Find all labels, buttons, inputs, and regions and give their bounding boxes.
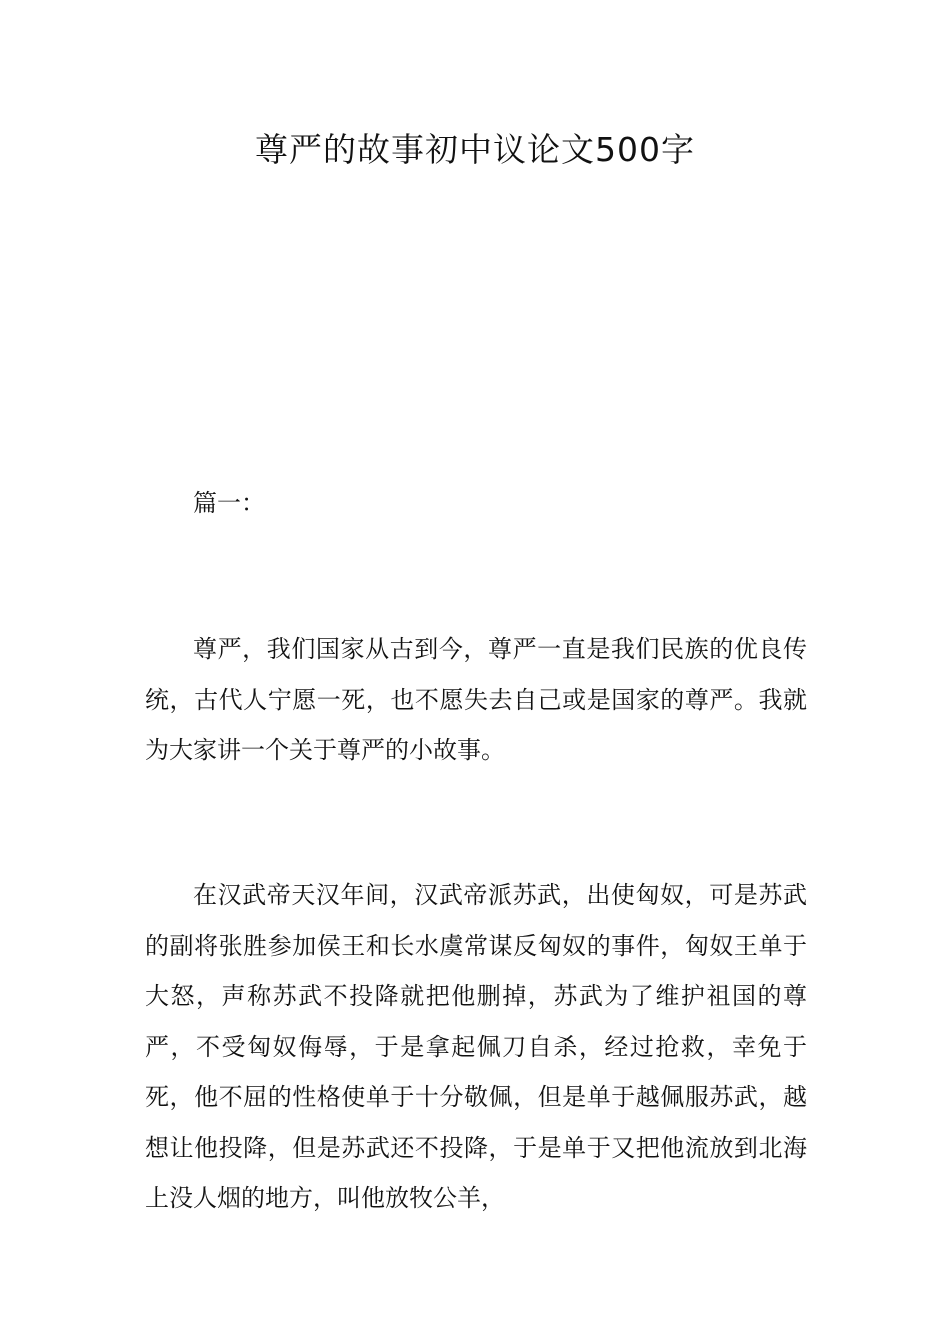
paragraph-intro: 尊严，我们国家从古到今，尊严一直是我们民族的优良传统，古代人宁愿一死，也不愿失去自己或是国家的尊严。我就为大家讲一个关于尊严的小故事。	[145, 635, 807, 764]
document-title: 尊严的故事初中议论文500字	[255, 130, 695, 169]
section-heading: 篇一：	[193, 489, 265, 517]
paragraph-story: 在汉武帝天汉年间，汉武帝派苏武，出使匈奴，可是苏武的副将张胜参加侯王和长水虞常谋反匈奴的事件，匈奴王单于大怒，声称苏武不投降就把他删掉，苏武为了维护祖国的尊严，不受匈奴侮辱，于是拿起佩刀自杀，经过抢救，幸免于死，他不屈的性格使单于十分敬佩，但是单于越佩服苏武，越想让他投降，但是苏武还不投降，于是单于又把他流放到北海上没人烟的地方，叫他放牧公羊，	[145, 881, 807, 1212]
